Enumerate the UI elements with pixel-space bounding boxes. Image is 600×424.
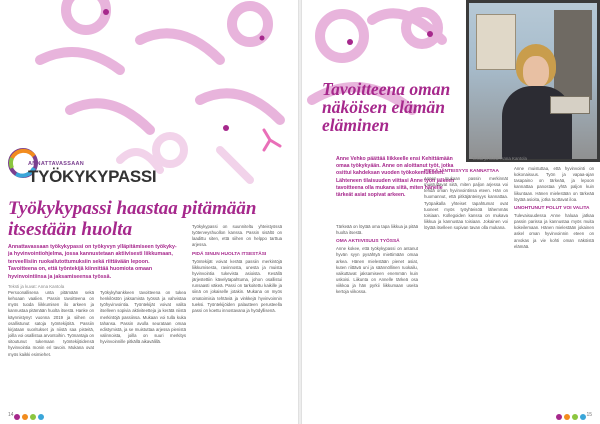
dot-icon xyxy=(38,414,44,420)
page-number-left: 14 xyxy=(8,412,14,418)
body-column-4 xyxy=(336,224,418,406)
lead-paragraph-right: Anne Vehko päättää liikkeelle ensi Kehittämään omaa työkykyään. Anne on aloittanut työt, jotka osittui kahdeksan vuoden työkokemukseen. Lähteneen tilaisuuden viittasi Anne työn jälkeen tavoitteena olla mukana siitä, miten hänelle tärkeät asiat sopivat arkeen. xyxy=(336,156,455,199)
body-column-3 xyxy=(192,224,282,402)
logo-top-text: ANNATTAVASSAAN xyxy=(28,161,85,167)
body-text: Annen mukaan passin merkinnät muistuttavat siitä, miten paljon arjessa voi tehdä oman hyvinvointinsa eteen. Hän on huomannut, että pitkäjänteisyys kannattaa. Työpaikalla yhteiset tapahtumat ovat tuoneet myös työyhteisöä lähemmäs toisiaan. Kollegoiden kanssa on mukava liikkua ja kannustaa toisiaan. Jokainen voi löytää itselleen sopivan tavan olla mukana. xyxy=(424,176,508,231)
portrait-photo xyxy=(466,0,600,162)
dot-icon xyxy=(572,414,578,420)
body-text: Työkykyhankkeen tavoitteena on tukea henkilöstön jaksamista työssä ja vahvistaa työhyvinvointia. Työntekijät voivat valita itselleen sopivia aktiviteetteja ja kerätä niistä merkintöjä passiinsa. Mukaan voi tulla kuka tahansa. Passin avulla seurataan omaa edistymistä, ja se muistuttaa arjessa pienistä valinnoista, joilla on suuri merkitys hyvinvoinnille pitkällä aikavälillä. xyxy=(100,290,186,345)
article-title-left: Työkykypassi haastaa pitämään itsestään huolta xyxy=(8,198,257,240)
body-text: Tulevaisuudessa Anne haluaa jatkaa passin parissa ja kannustaa myös muita kokeilemaan. Hänen mielestään jokainen askel oman hyvinvoinnin eteen on arvokas ja vie kohti oman näköistä elämää. xyxy=(514,212,594,249)
lead-paragraph-left: Annattavassaan työkykypassi on työkyvyn ylläpitämiseen työkyky- ja hyvinvointiohjelma, jossa kannustetaan aktiivisesti liikkumaan, terveellisiin ruokailutottumuksiin sekä riittävään lepoon. Tavoitteena on, että työntekijä kiinnittää huomiota omaan hyvinvointiinsa ja jaksamiseensa työssä. xyxy=(8,244,177,280)
body-text: Työkykypassi on suunniteltu yhteistyössä työterveyshuollon kanssa. Passin sisältö on laadittu siten, että siihen on helppo tarttua arjessa. xyxy=(192,224,282,248)
body-text: Persoonallisena unta pitämään sekä kehoaan vaalien. Passin tavoitteena on myös tuoda liikkumisen ilo arkeen ja kannustaa pitämään huolta itsestä. Hanke on käynnistynyt vuonna 2019 ja siihen on osallistunut satoja työntekijöitä. Passiin kirjataan suoritukset ja niistä saa pisteitä, joilla voi osallistua arvontoihin. Työnantaja on sitoutunut tukemaan työntekijöidensä hyvinvointia monin eri tavoin. Mukana ovat myös kaikki esimiehet. xyxy=(8,290,94,357)
color-dots-right xyxy=(556,414,586,420)
subheading: PITKÄJÄNTEISYYS KANNATTAA xyxy=(424,169,499,174)
body-column-2 xyxy=(100,290,186,402)
dot-icon xyxy=(22,414,28,420)
article-title-right: Tavoitteena oman näköisen elämän eläminen xyxy=(322,79,451,135)
right-page xyxy=(302,0,600,424)
dot-icon xyxy=(564,414,570,420)
tyokykypassi-logo xyxy=(8,148,157,194)
body-column-1 xyxy=(8,290,94,402)
dot-icon xyxy=(580,414,586,420)
page-number-right: 15 xyxy=(586,412,592,418)
dot-icon xyxy=(30,414,36,420)
body-column-6 xyxy=(514,166,594,406)
byline-right: Teksti ja kuva: Anna Kantola xyxy=(472,156,527,161)
subheading: OMA AKTIIVISUUS TYÖSSÄ xyxy=(336,239,400,245)
subheading: UNOHTUNUT POLUT VOI VALITA xyxy=(514,205,590,211)
left-page xyxy=(0,0,298,424)
body-text: Anne muistuttaa, että hyvinvointi on kokonaisuus. Työn ja vapaa-ajan tasapaino on tärkeää, ja lepoon kannattaa panostaa yhtä paljon kuin liikuntaan. Hänen mielestään on tärkeää löytää asioita, jotka tuottavat iloa. xyxy=(514,166,594,202)
subheading: PIDÄ SINUN HUOLTA ITSESTÄSI xyxy=(192,251,267,257)
dot-icon xyxy=(556,414,562,420)
logo-main-text: TYÖKYKYPASSI xyxy=(28,167,157,186)
body-text: Työntekijät voivat kerätä passiin merkintöjä liikkumisesta, ravinnosta, unesta ja muista hyvinvointia tukevista asioista. Kesällä järjestettiin kävelytapahtuma, johon osallistui runsaasti väkeä. Passi on tarkoitettu kaikille ja siinä on jokaiselle jotakin. Mukana on myös omatoimisia tehtäviä ja vinkkejä hyvinvoinnin tueksi. Työntekijöiden palautteen perusteella passi on koettu innostavana ja hyödyllisenä. xyxy=(192,258,282,313)
body-column-5 xyxy=(424,166,508,406)
body-text: Tärkeää on löytää oma tapa liikkua ja pitää huolta itsestä. xyxy=(336,224,418,236)
body-text: Anne kokee, että työkykypassi on antanut hyvän syyn pysähtyä miettimään omaa arkea. Hänen mielestään pienet asiat, kuten riittävä uni ja säännöllinen ruokailu, vaikuttavat jaksamiseen enemmän kuin uskoisi. Liikunta on Annelle tärkeä osa viikkoa ja hän pyrkii liikkumaan useita kertoja viikossa. xyxy=(336,246,418,295)
byline-left: Teksti ja kuvat: Anna Kantola xyxy=(8,284,65,289)
color-dots-left xyxy=(14,414,44,420)
dot-icon xyxy=(14,414,20,420)
